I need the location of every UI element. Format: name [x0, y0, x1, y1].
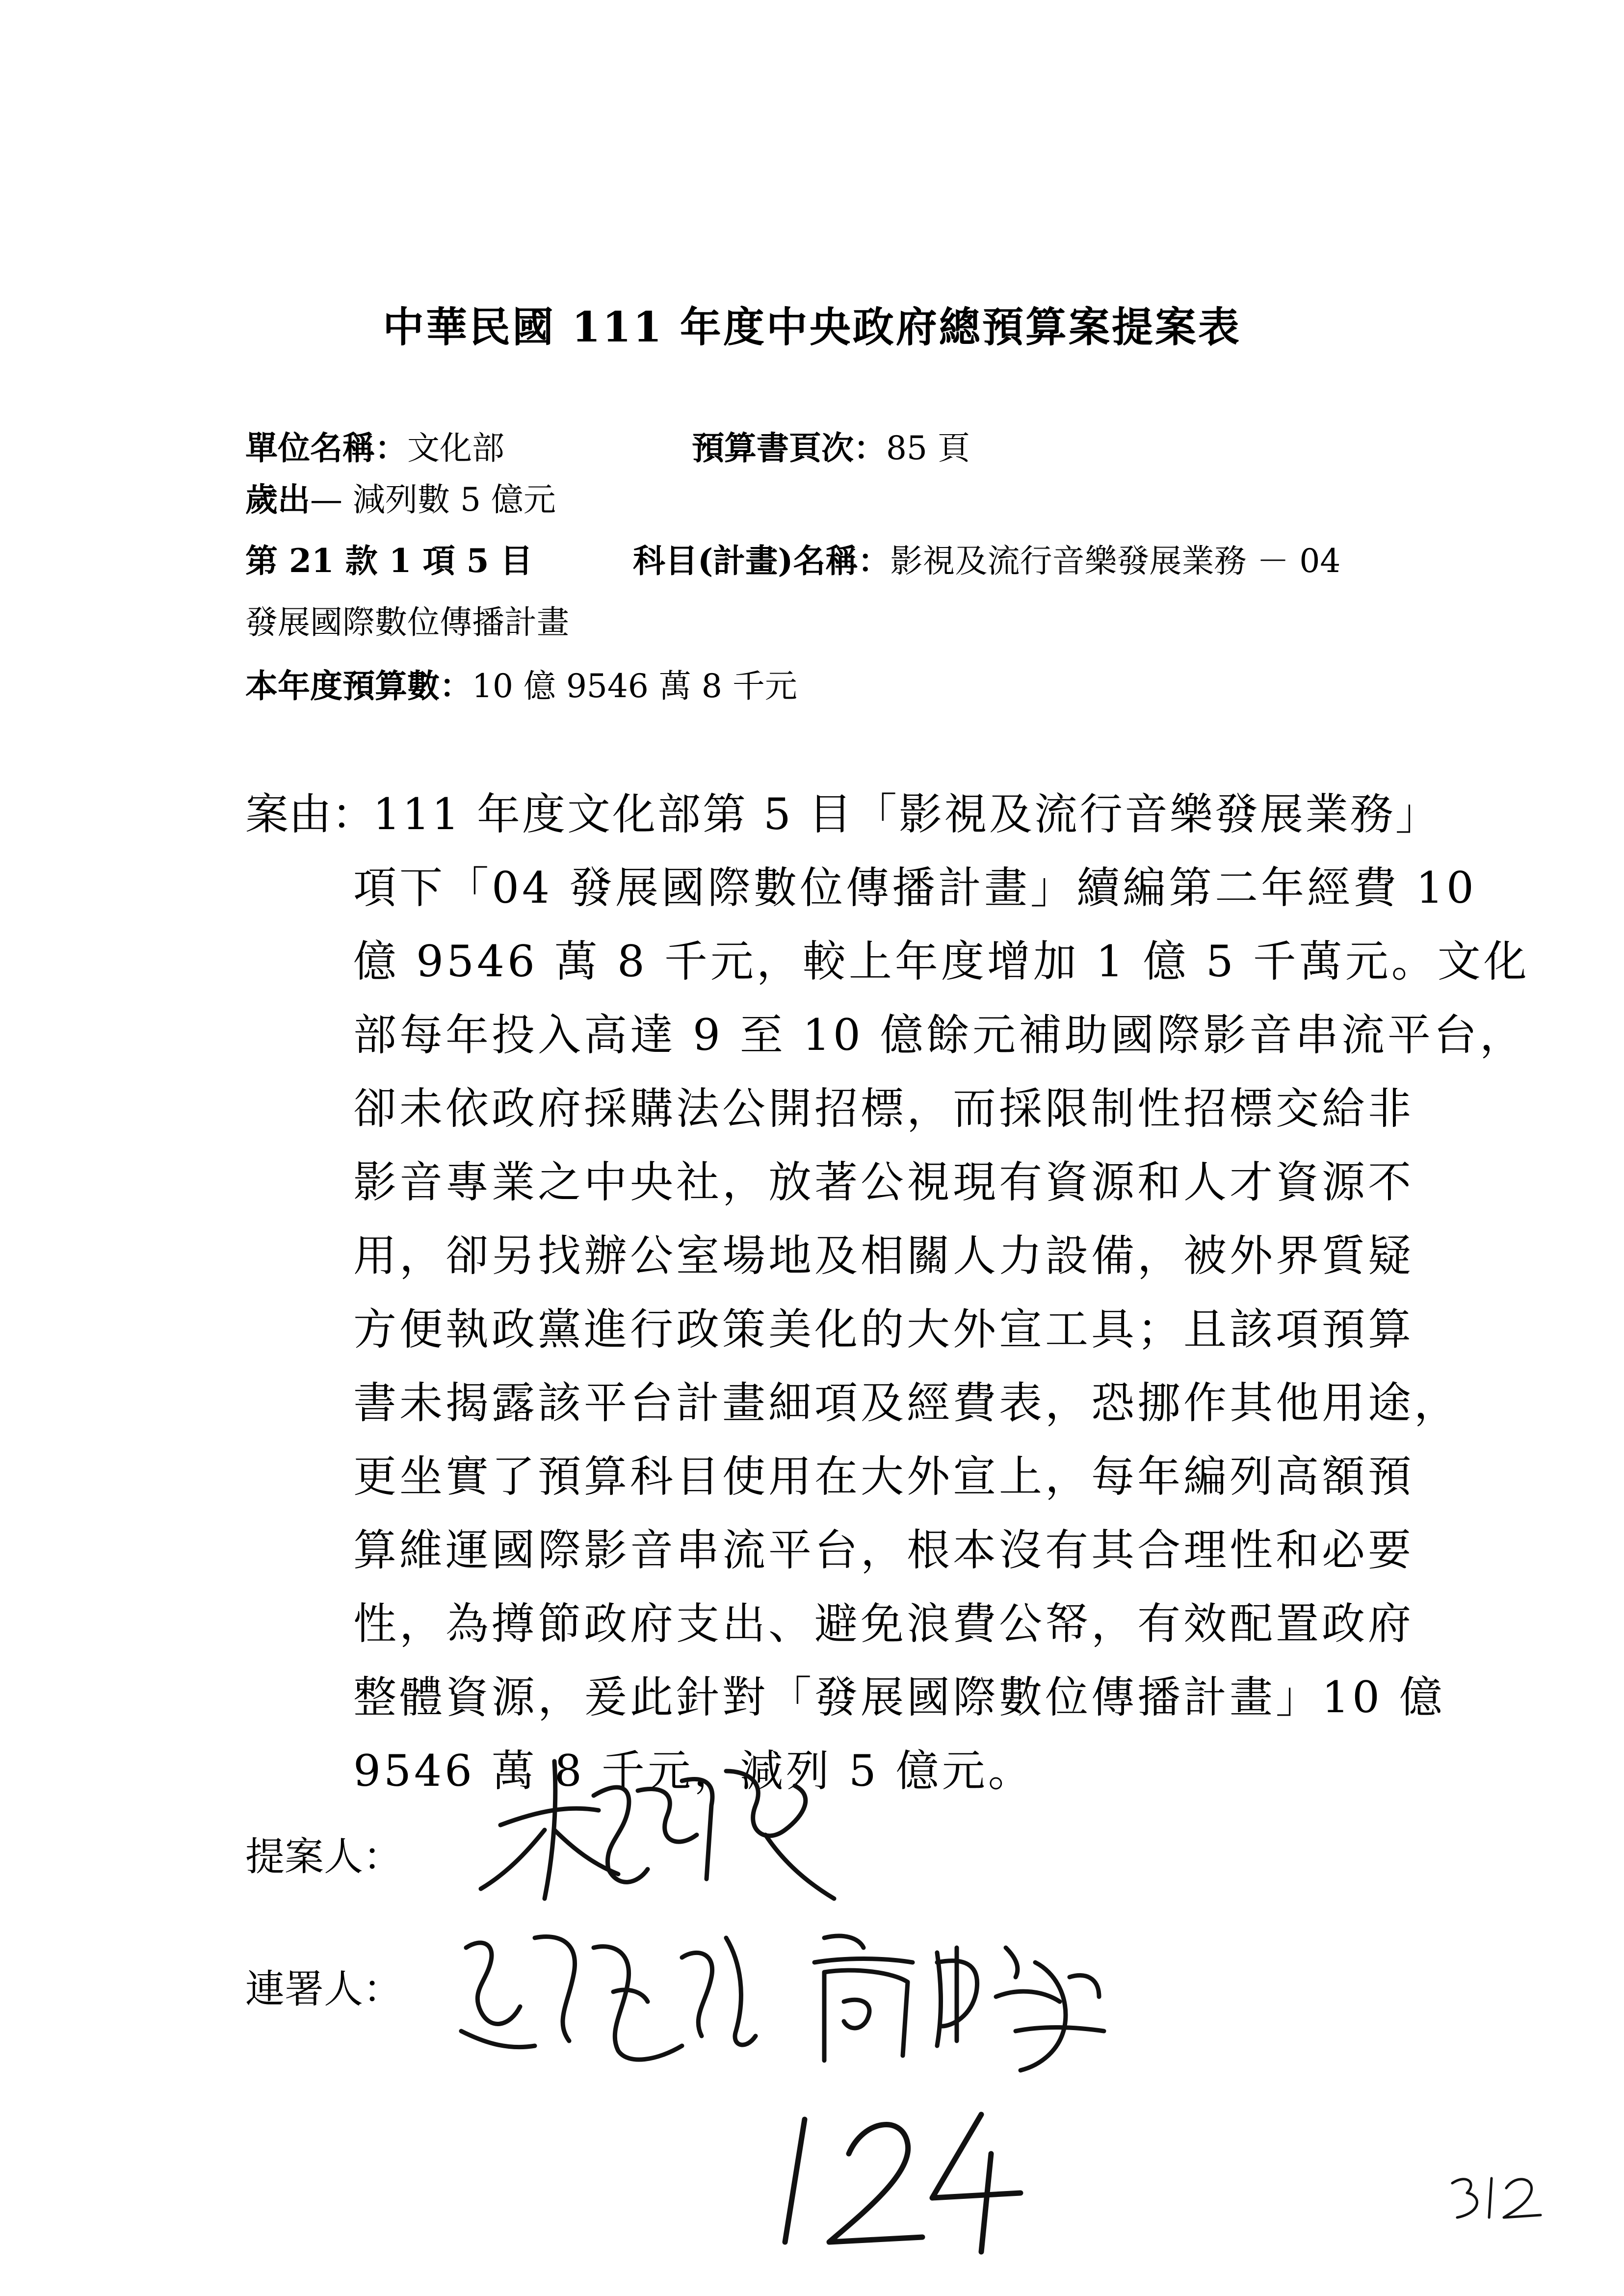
reason-line: 9546 萬 8 千元，減列 5 億元。	[353, 1746, 1034, 1796]
handwritten-number	[775, 2100, 1030, 2257]
reason-line: 部每年投入高達 9 至 10 億餘元補助國際影音串流平台，	[353, 1010, 1526, 1060]
page-ref-row	[692, 422, 970, 469]
reason-line: 111 年度文化部第 5 目「影視及流行音樂發展業務」	[373, 789, 1441, 839]
budget-label: 本年度預算數：	[245, 667, 472, 705]
reason-label: 案由：	[245, 789, 375, 839]
budget-row	[245, 660, 797, 706]
item-ref: 第 21 款 1 項 5 目	[245, 542, 533, 580]
expense-label: 歲出	[245, 480, 310, 519]
expense-value: — 減列數 5 億元	[310, 481, 556, 519]
reason-line: 項下「04 發展國際數位傳播計畫」續編第二年經費 10	[353, 862, 1477, 913]
document-title: 中華民國 111 年度中央政府總預算案提案表	[383, 303, 1241, 351]
reason-line: 書未揭露該平台計畫細項及經費表，恐挪作其他用途，	[353, 1378, 1461, 1428]
unit-value: 文化部	[407, 429, 504, 467]
reason-line: 整體資源，爰此針對「發展國際數位傳播計畫」10 億	[353, 1672, 1445, 1722]
subject-value-line2: 發展國際數位傳播計畫	[245, 603, 569, 641]
subject-continuation	[245, 596, 569, 643]
page-ref-label: 預算書頁次：	[692, 429, 886, 467]
unit-row	[245, 422, 504, 469]
proposer-signature	[471, 1751, 844, 1908]
reason-line: 卻未依政府採購法公開招標，而採限制性招標交給非	[353, 1083, 1414, 1134]
subject-row	[633, 535, 1340, 581]
reason-line: 更坐實了預算科目使用在大外宣上，每年編列高額預	[353, 1451, 1414, 1502]
subject-value-line1: 影視及流行音樂發展業務 － 04	[890, 542, 1341, 580]
subject-label: 科目(計畫)名稱：	[633, 542, 891, 580]
budget-value: 10 億 9546 萬 8 千元	[472, 667, 797, 705]
reason-line: 性，為撙節政府支出、避免浪費公帑，有效配置政府	[353, 1598, 1414, 1649]
cosigner-signatures	[451, 1918, 1128, 2080]
item-ref-row	[245, 535, 533, 581]
expense-row	[245, 473, 556, 520]
page-ref-value: 85 頁	[886, 429, 970, 467]
reason-line: 算維運國際影音串流平台，根本沒有其合理性和必要	[353, 1525, 1414, 1575]
reason-line: 方便執政黨進行政策美化的大外宣工具；且該項預算	[353, 1304, 1414, 1355]
reason-line: 用，卻另找辦公室場地及相關人力設備，被外界質疑	[353, 1230, 1414, 1281]
reason-line: 影音專業之中央社，放著公視現有資源和人才資源不	[353, 1157, 1414, 1207]
proposer-label: 提案人：	[245, 1834, 402, 1879]
page-corner-number	[1447, 2168, 1545, 2227]
reason-line: 億 9546 萬 8 千元，較上年度增加 1 億 5 千萬元。文化	[353, 936, 1530, 987]
cosigner-label: 連署人：	[245, 1966, 402, 2012]
unit-label: 單位名稱：	[245, 429, 407, 467]
